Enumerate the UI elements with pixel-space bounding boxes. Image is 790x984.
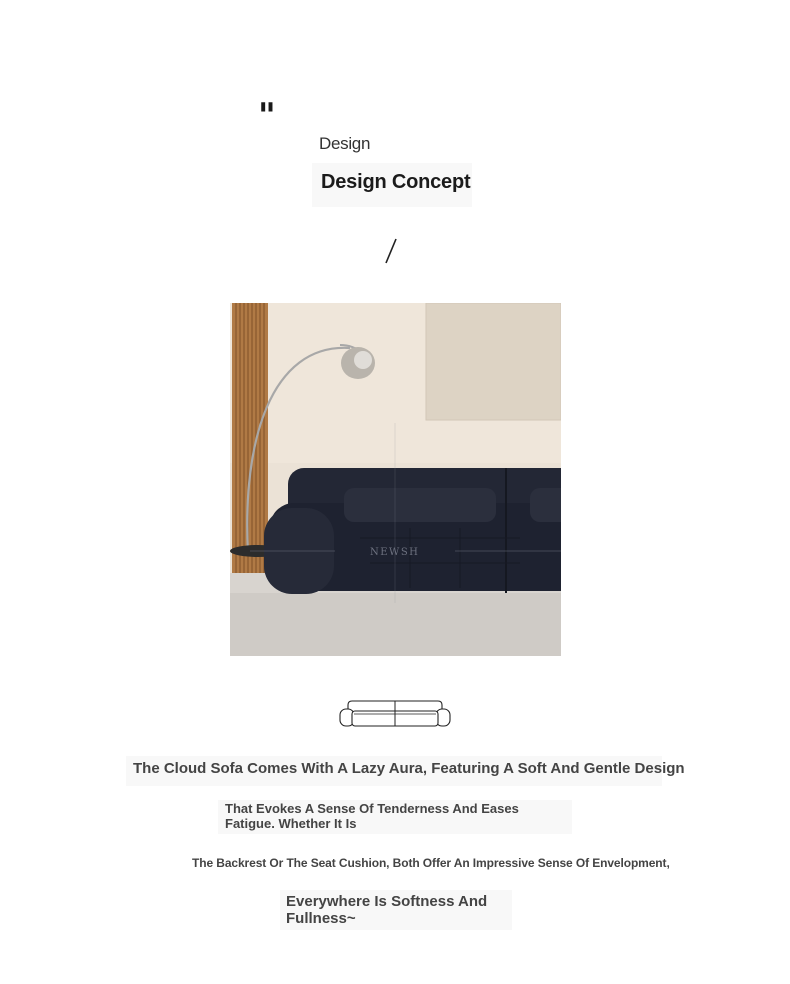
- product-photo: [230, 303, 561, 656]
- description-line-2: That Evokes A Sense Of Tenderness And Eases Fatigue. Whether It Is: [225, 801, 519, 831]
- floor-rug: [230, 588, 561, 656]
- quote-icon: ": [258, 96, 274, 136]
- description-line-1: The Cloud Sofa Comes With A Lazy Aura, Featuring A Soft And Gentle Design: [133, 760, 685, 777]
- wall-art: [426, 303, 561, 420]
- sofa-outline-icon: [338, 697, 452, 729]
- section-title: Design Concept: [321, 171, 471, 193]
- wood-slat-panel: [232, 303, 268, 573]
- photo-watermark: NEWSH: [370, 547, 420, 558]
- description-line-3: The Backrest Or The Seat Cushion, Both Offer An Impressive Sense Of Envelopment,: [192, 856, 670, 870]
- section-eyebrow: Design: [319, 134, 371, 153]
- sofa-image: [264, 468, 561, 594]
- description-line-4: Everywhere Is Softness And Fullness~: [286, 893, 488, 927]
- slash-divider-icon: [380, 236, 400, 266]
